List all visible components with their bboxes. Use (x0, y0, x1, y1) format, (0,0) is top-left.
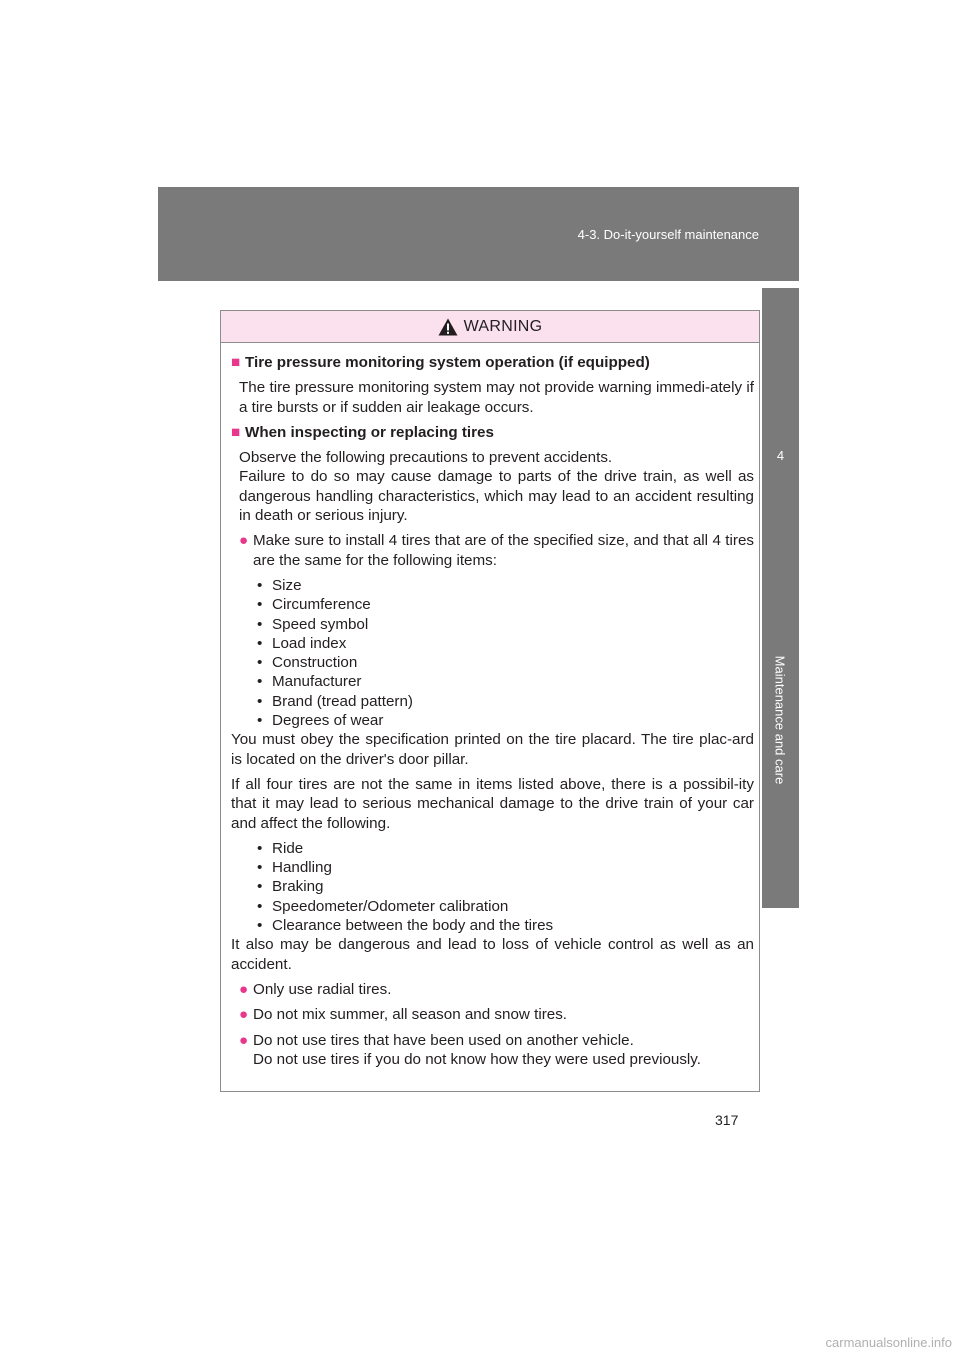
list-item: • Clearance between the body and the tires (257, 917, 554, 935)
watermark: carmanualsonline.info (825, 1335, 952, 1350)
list-item: • Circumference (257, 596, 371, 614)
warning-triangle-icon (438, 318, 458, 336)
header-band (158, 187, 799, 281)
warning-box (220, 310, 760, 1092)
circle-bullet-icon: ● (239, 1031, 249, 1049)
bullet-item (231, 531, 754, 570)
intro-text: Observe the following precautions to prevent accidents. (239, 449, 613, 467)
warning-header (221, 311, 759, 343)
list-item: • Brand (tread pattern) (257, 692, 413, 710)
circle-bullet-icon: ● (239, 1006, 249, 1024)
chapter-number: 4 (776, 448, 785, 463)
tpms-text: The tire pressure monitoring system may not provide warning immedi-ately if a tire bursts or if sudden air leakage occurs. (239, 379, 754, 416)
intro-text-2: Failure to do so may cause damage to parts of the drive train, as well as dangerous handling characteristics, which may lead to an accident resulting in death or serious injury. (239, 468, 754, 525)
list-item: • Load index (257, 634, 347, 652)
placard-text: You must obey the specification printed on the tire placard. The tire plac-ard is located on the driver's door pillar. (231, 731, 754, 768)
bullet-item (231, 1005, 754, 1024)
section-heading (231, 353, 754, 372)
list-item: • Braking (257, 878, 324, 896)
bullet-line: Do not use tires that have been used on another vehicle. (253, 1031, 634, 1049)
warning-body (221, 343, 759, 1069)
list-item: • Speedometer/Odometer calibration (257, 897, 509, 915)
square-bullet-icon: ■ (231, 354, 241, 371)
warning-title: WARNING (463, 317, 543, 335)
section-heading (231, 423, 754, 442)
bullet-text: Only use radial tires. (253, 980, 392, 998)
bullet-text (253, 1031, 754, 1070)
square-bullet-icon: ■ (231, 423, 241, 441)
bullet-text: Do not mix summer, all season and snow tires. (253, 1006, 568, 1024)
bullet-item (231, 1031, 754, 1070)
bullet-text: Make sure to install 4 tires that are of the specified size, and that all 4 tires are the same for the following items: (253, 532, 754, 569)
list-item: • Degrees of wear (257, 712, 384, 730)
list-item: • Construction (257, 654, 358, 672)
bullet-line: Do not use tires if you do not know how they were used previously. (253, 1050, 701, 1068)
mismatch-text: If all four tires are not the same in items listed above, there is a possibil-ity that it may lead to serious mechanical damage to the drive train of your car and affect the following. (231, 775, 754, 832)
danger-text: It also may be dangerous and lead to loss of vehicle control as well as an accident. (231, 936, 754, 973)
list-item: • Ride (257, 839, 304, 857)
section-title: 4-3. Do-it-yourself maintenance (577, 227, 759, 242)
effects-list (231, 839, 754, 935)
circle-bullet-icon: ● (239, 980, 249, 998)
circle-bullet-icon: ● (239, 532, 249, 550)
list-item: • Handling (257, 859, 332, 877)
tire-items-list (231, 576, 754, 730)
bullet-item (231, 980, 754, 999)
list-item: • Speed symbol (257, 615, 369, 633)
tpms-heading: Tire pressure monitoring system operation (if equipped) (245, 354, 650, 371)
page-number: 317 (715, 1112, 739, 1128)
chapter-tab (762, 288, 799, 908)
list-item: • Manufacturer (257, 673, 362, 691)
chapter-label: Maintenance and care (772, 655, 788, 785)
list-item: • Size (257, 576, 302, 594)
inspecting-heading: When inspecting or replacing tires (245, 423, 494, 441)
